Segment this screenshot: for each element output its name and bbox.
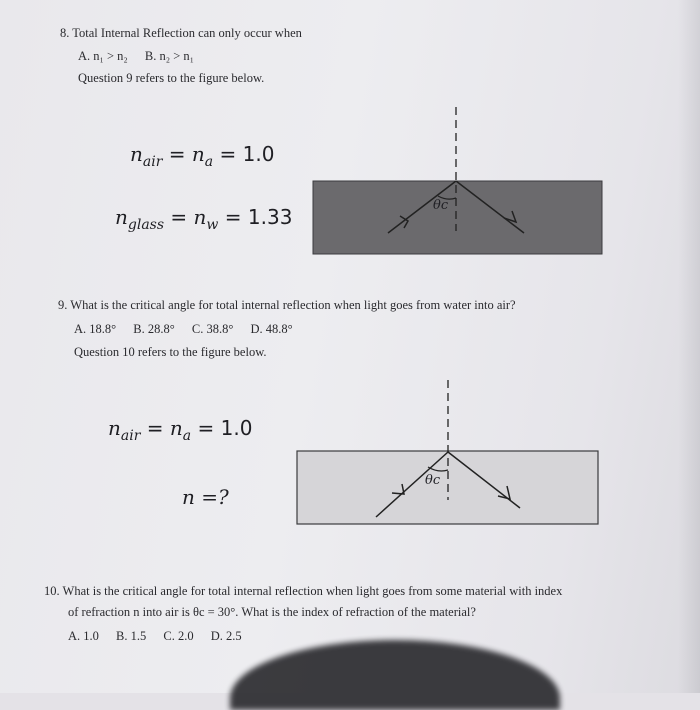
q8-option-b[interactable]: B. n₂ > n₁	[144, 49, 195, 63]
q10-option-c[interactable]: C. 2.0	[163, 629, 194, 643]
q9-stem: 9. What is the critical angle for total internal reflection when light goes from water into air?	[58, 298, 516, 312]
q10-option-b[interactable]: B. 1.5	[116, 629, 147, 643]
fig9-sub-glass: glass	[127, 217, 165, 233]
fig9-equation-glass: $n_{glass} = n_w = 1.33$	[115, 205, 293, 233]
q9-option-d[interactable]: D. 48.8°	[250, 322, 293, 336]
fig10-equation-unknown: n =?	[182, 485, 229, 509]
q8-option-a[interactable]: A. n₁ > n₂	[78, 49, 128, 63]
fig9-value-glass: = 1.33	[224, 205, 293, 229]
fig9-var-n3: n	[115, 205, 128, 229]
fig9-glass-slab	[313, 181, 602, 254]
fig10-sub-air: air	[120, 428, 141, 444]
q10-stem-line1: 10. What is the critical angle for total internal reflection when light goes from some material with index	[44, 584, 563, 598]
fig10-equation-air: $n_{air} = n_a = 1.0$	[108, 416, 253, 444]
fig10-angle-label: θc	[425, 473, 441, 488]
fig10-var-n1: n	[108, 416, 121, 440]
q8-stem: 8. Total Internal Reflection can only occur when	[60, 26, 302, 40]
q8-note: Question 9 refers to the figure below.	[78, 71, 265, 85]
q10-option-a[interactable]: A. 1.0	[68, 629, 99, 643]
q9-note: Question 10 refers to the figure below.	[74, 345, 267, 359]
q9-option-b[interactable]: B. 28.8°	[133, 322, 175, 336]
q9-options	[74, 322, 307, 337]
q10-option-d[interactable]: D. 2.5	[210, 629, 242, 643]
fig10-sub-a: a	[182, 428, 192, 444]
fig10-var-n2: n	[169, 416, 183, 440]
fig9-sub-air: air	[142, 154, 163, 170]
fig9-value-air: = 1.0	[219, 142, 275, 166]
fig9-var-n1: n	[130, 142, 143, 166]
q9-option-c[interactable]: C. 38.8°	[191, 322, 234, 336]
fig9-var-n2: n	[191, 142, 205, 166]
fig9-sub-a: a	[204, 154, 214, 170]
fig9-var-n4: n	[193, 205, 207, 229]
fig9-equation-air: $n_{air} = n_a = 1.0$	[130, 142, 275, 170]
q9-option-a[interactable]: A. 18.8°	[74, 322, 117, 336]
fig10-value-air: = 1.0	[197, 416, 253, 440]
fig9-angle-label: θc	[433, 198, 449, 213]
q10-stem-line2: of refraction n into air is θc = 30°. What is the index of refraction of the material?	[68, 605, 476, 619]
fig9-sub-w: w	[206, 217, 219, 233]
q10-options	[68, 629, 256, 644]
